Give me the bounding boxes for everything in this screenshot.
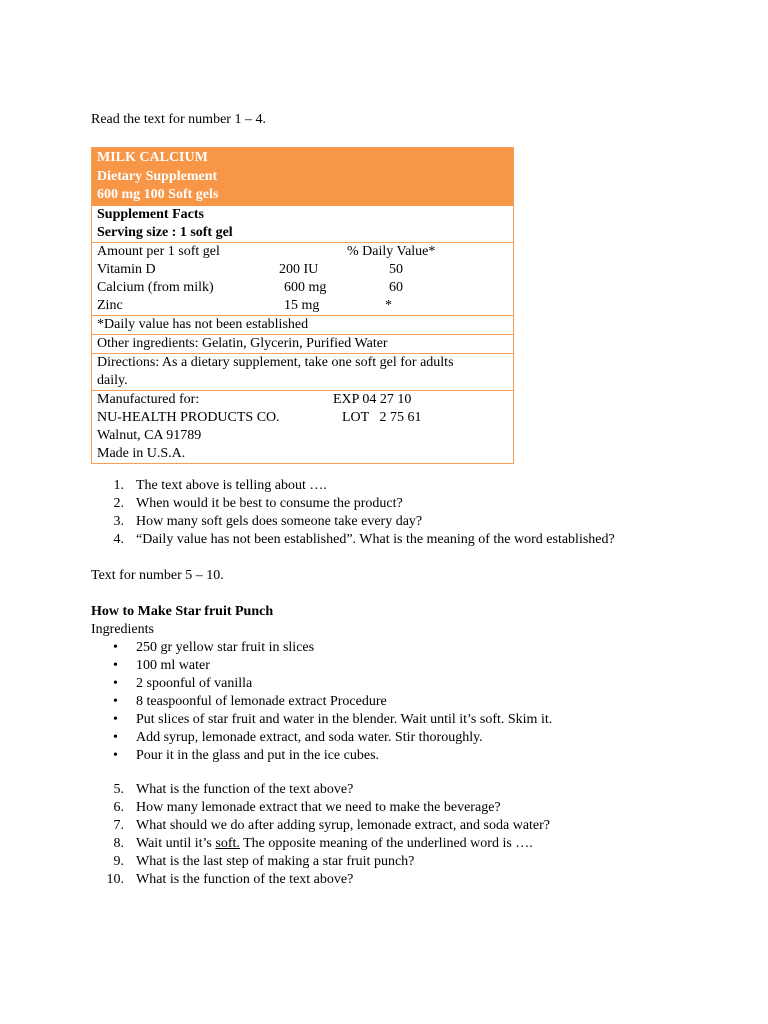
list-item-text: 2 spoonful of vanilla (136, 676, 253, 691)
question-item (91, 531, 615, 549)
question-item (91, 853, 550, 871)
question-item (91, 495, 615, 513)
underlined-word: soft. (215, 836, 240, 851)
manufacturer-row (92, 390, 513, 463)
list-item (91, 711, 552, 729)
bullet-icon: • (113, 730, 118, 745)
question-text: “Daily value has not been established”. What is the meaning of the word established? (136, 532, 615, 547)
question-item (91, 781, 550, 799)
question-number: 2. (113, 496, 124, 511)
other-ingredients-row (92, 334, 513, 353)
list-item-text: Add syrup, lemonade extract, and soda water. Stir thoroughly. (136, 730, 483, 745)
dv-header: % Daily Value* (347, 243, 436, 259)
question-number: 4. (113, 532, 124, 547)
recipe-title: How to Make Star fruit Punch (91, 604, 274, 619)
question-item (91, 477, 615, 495)
bullet-icon: • (113, 694, 118, 709)
question-text: What is the function of the text above? (136, 872, 354, 887)
question-number: 8. (113, 836, 124, 851)
nutrient-row (92, 242, 513, 315)
question-list-1 (91, 477, 615, 549)
nutrient-name: Calcium (from milk) (97, 279, 214, 295)
directions-line: Directions: As a dietary supplement, take one soft gel for adults (97, 354, 454, 370)
nutrient-amount: 200 IU (279, 261, 319, 277)
question-text: What is the last step of making a star fruit punch? (136, 854, 415, 869)
question-text: The text above is telling about …. (136, 478, 327, 493)
made-in: Made in U.S.A. (97, 445, 186, 461)
list-item (91, 639, 552, 657)
nutrient-dv: 50 (389, 261, 403, 277)
question-number: 6. (113, 800, 124, 815)
nutrient-dv: * (385, 297, 392, 313)
bullet-icon: • (113, 748, 118, 763)
footnote: *Daily value has not been established (97, 316, 309, 332)
directions-line: daily. (97, 372, 128, 388)
product-type: Dietary Supplement (97, 168, 218, 184)
question-item (91, 871, 550, 889)
product-name: MILK CALCIUM (97, 150, 208, 165)
list-item (91, 729, 552, 747)
nutrient-grid (97, 243, 508, 315)
bullet-icon: • (113, 640, 118, 655)
list-item-text: 250 gr yellow star fruit in slices (136, 640, 315, 655)
list-item-text: Pour it in the glass and put in the ice cubes. (136, 748, 380, 763)
facts-row (92, 206, 513, 242)
question-text: How many lemonade extract that we need to make the beverage? (136, 800, 501, 815)
footnote-row (92, 315, 513, 334)
question-item (91, 799, 550, 817)
facts-title: Supplement Facts (97, 206, 204, 222)
question-text: What is the function of the text above? (136, 782, 354, 797)
nutrient-amount: 15 mg (284, 297, 320, 313)
question-list-2 (91, 781, 550, 889)
other-ingredients: Other ingredients: Gelatin, Glycerin, Purified Water (97, 335, 388, 351)
supplement-label (91, 147, 514, 464)
lot-number: LOT 2 75 61 (342, 409, 422, 425)
recipe-list (91, 639, 552, 765)
intro-text-1: Read the text for number 1 – 4. (91, 112, 266, 127)
nutrient-amount: 600 mg (284, 279, 327, 295)
list-item (91, 747, 552, 765)
question-number: 1. (113, 478, 124, 493)
question-item (91, 817, 550, 835)
list-item-text: 100 ml water (136, 658, 210, 673)
list-item-text: Put slices of star fruit and water in the blender. Wait until it’s soft. Skim it. (136, 712, 553, 727)
list-item (91, 675, 552, 693)
bullet-icon: • (113, 712, 118, 727)
product-size: 600 mg 100 Soft gels (97, 187, 219, 202)
company-city: Walnut, CA 91789 (97, 427, 202, 443)
question-text: What should we do after adding syrup, lemonade extract, and soda water? (136, 818, 551, 833)
directions-row (92, 353, 513, 390)
amount-header: Amount per 1 soft gel (97, 243, 220, 259)
question-item (91, 835, 550, 853)
label-header (92, 148, 513, 206)
intro-text-2: Text for number 5 – 10. (91, 568, 224, 583)
question-text: When would it be best to consume the product? (136, 496, 403, 511)
manufacturer-grid (97, 391, 508, 463)
bullet-icon: • (113, 676, 118, 691)
list-item-text: 8 teaspoonful of lemonade extract Procedure (136, 694, 387, 709)
question-item (91, 513, 615, 531)
list-item (91, 693, 552, 711)
serving-size: Serving size : 1 soft gel (97, 224, 233, 240)
nutrient-name: Zinc (97, 297, 123, 313)
ingredients-label: Ingredients (91, 622, 154, 637)
manufactured-for: Manufactured for: (97, 391, 200, 407)
bullet-icon: • (113, 658, 118, 673)
question-text: How many soft gels does someone take every day? (136, 514, 423, 529)
question-number: 5. (113, 782, 124, 797)
question-number: 9. (113, 854, 124, 869)
question-number: 7. (113, 818, 124, 833)
nutrient-dv: 60 (389, 279, 403, 295)
company-name: NU-HEALTH PRODUCTS CO. (97, 409, 280, 425)
list-item (91, 657, 552, 675)
question-number: 10. (106, 872, 124, 887)
question-text-pre: Wait until it’s (136, 836, 216, 851)
nutrient-name: Vitamin D (97, 261, 156, 277)
question-number: 3. (113, 514, 124, 529)
expiry-date: EXP 04 27 10 (333, 391, 412, 407)
question-text-post: The opposite meaning of the underlined word is …. (239, 836, 533, 851)
